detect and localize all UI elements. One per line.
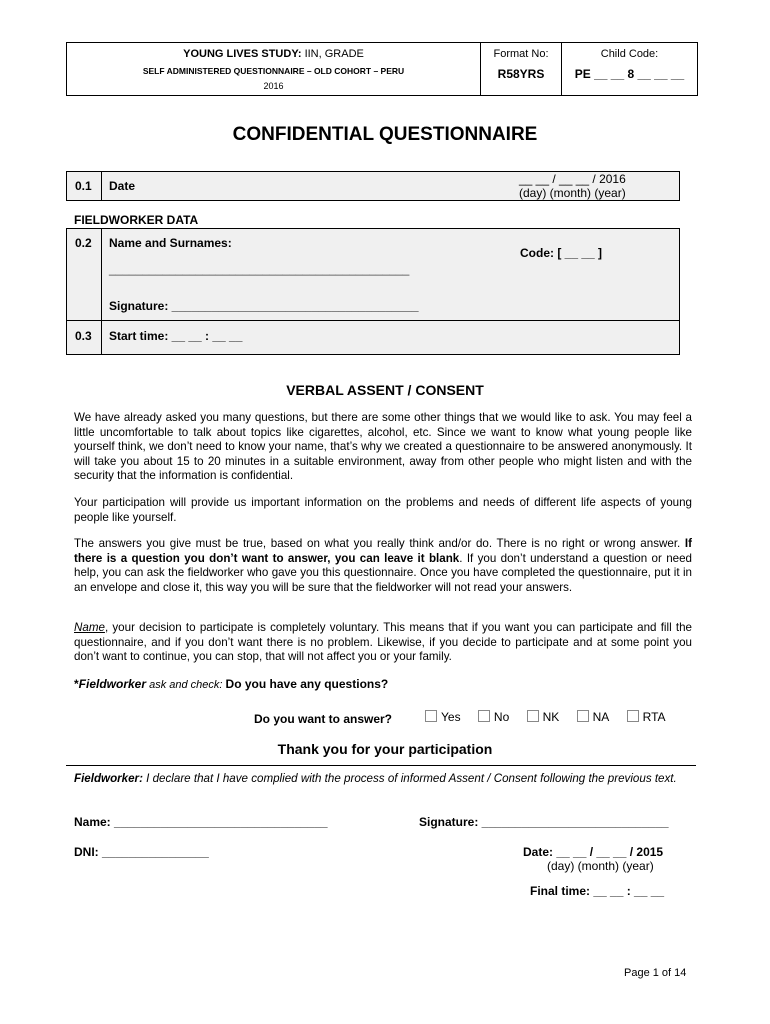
final-time-field[interactable]: Final time: __ __ : __ __ [530,884,665,898]
format-cell [481,43,562,95]
option-rta[interactable]: RTA [627,710,666,724]
declaration-signature-field[interactable]: Signature: ____________________________ [419,815,669,829]
format-value: R58YRS [497,67,545,81]
child-code-label: Child Code: [600,48,659,60]
ask-questions-line: *Fieldworker ask and check: Do you have any questions? [74,677,389,691]
consent-paragraph-3: The answers you give must be true, based on what you really think and/or do. There is no right or wrong answer. If there is a question you don’t want to answer, you can leave it blank. If you don’t understand a question or need help, you can ask the fieldworker who gave you this questionnaire. Once you have completed the questionnaire, put it in an envelope and close it, this way you will be sure that the fieldworker will not read your answers. [74,537,692,594]
option-yes[interactable]: Yes [425,710,461,724]
study-title: YOUNG LIVES STUDY: IIN, GRADE [183,48,364,60]
fieldworker-signature-field[interactable]: Signature: _____________________________________ [109,299,419,313]
checkbox-icon[interactable] [627,710,639,722]
name-surnames-field[interactable]: _____________________________________________ [109,262,410,276]
q02-num: 0.2 [75,236,92,250]
declaration-date-field[interactable]: Date: __ __ / __ __ / 2015 [523,845,664,859]
date-row [66,171,680,201]
date-field[interactable]: __ __ / __ __ / 2016 [519,172,626,186]
option-nk[interactable]: NK [527,710,560,724]
option-na[interactable]: NA [577,710,610,724]
child-code-value: PE __ __ 8 __ __ __ [574,67,685,81]
child-code-cell [562,43,697,95]
checkbox-icon[interactable] [527,710,539,722]
page-title: CONFIDENTIAL QUESTIONNAIRE [232,124,538,145]
consent-title: VERBAL ASSENT / CONSENT [286,382,484,398]
checkbox-icon[interactable] [577,710,589,722]
option-no[interactable]: No [478,710,509,724]
declaration-date-hint: (day) (month) (year) [547,859,654,873]
date-label: Date [109,179,136,193]
start-time-field[interactable]: Start time: __ __ : __ __ [109,329,243,343]
name-surnames-label: Name and Surnames: [109,236,232,250]
answer-question: Do you want to answer? [254,712,393,726]
date-hint: (day) (month) (year) [519,186,626,200]
format-label: Format No: [493,48,549,60]
date-num-cell [67,172,102,200]
page-number: Page 1 of 14 [624,967,687,979]
study-subtitle: SELF ADMINISTERED QUESTIONNAIRE – OLD COHORT – PERU [142,66,405,76]
study-year: 2016 [263,81,284,91]
fieldworker-block [66,228,680,355]
header-table [66,42,698,96]
q03-num: 0.3 [75,329,92,343]
dni-field[interactable]: DNI: ________________ [74,845,209,859]
checkbox-icon[interactable] [478,710,490,722]
thanks-text: Thank you for your participation [277,741,493,757]
divider [66,765,696,766]
answer-options [425,710,666,724]
declaration-name-field[interactable]: Name: ________________________________ [74,815,328,829]
study-cell [67,43,481,95]
fieldworker-declaration: Fieldworker: I declare that I have complied with the process of informed Assent / Consent following the previous text. [74,772,677,785]
checkbox-icon[interactable] [425,710,437,722]
fieldworker-code-field[interactable]: Code: [ __ __ ] [520,246,603,260]
consent-paragraph-4: Name, your decision to participate is completely voluntary. This means that if you want you can participate and fill the questionnaire, and if you don’t want there is no problem. Likewise, if you decide to participate and at some point you don’t want to continue, you can stop, that will not affect you or your family. [74,621,692,663]
consent-paragraph-1: We have already asked you many questions, but there are some other things that we would like to ask. You may feel a little uncomfortable to talk about topics like cigarettes, alcohol, etc. Since we want to know what young people like yourself think, we don’t need to know your name, that’s why we created a questionnaire to be answered anonymously. It will take you about 15 to 20 minutes in a suitable environment, away from other people who might listen and with the security that the information is confidential. [74,411,692,482]
date-num: 0.1 [75,179,92,193]
consent-paragraph-2: Your participation will provide us important information on the problems and needs of different life aspects of young people like yourself. [74,496,692,524]
fieldworker-data-label: FIELDWORKER DATA [74,213,199,227]
row-divider [67,320,679,321]
